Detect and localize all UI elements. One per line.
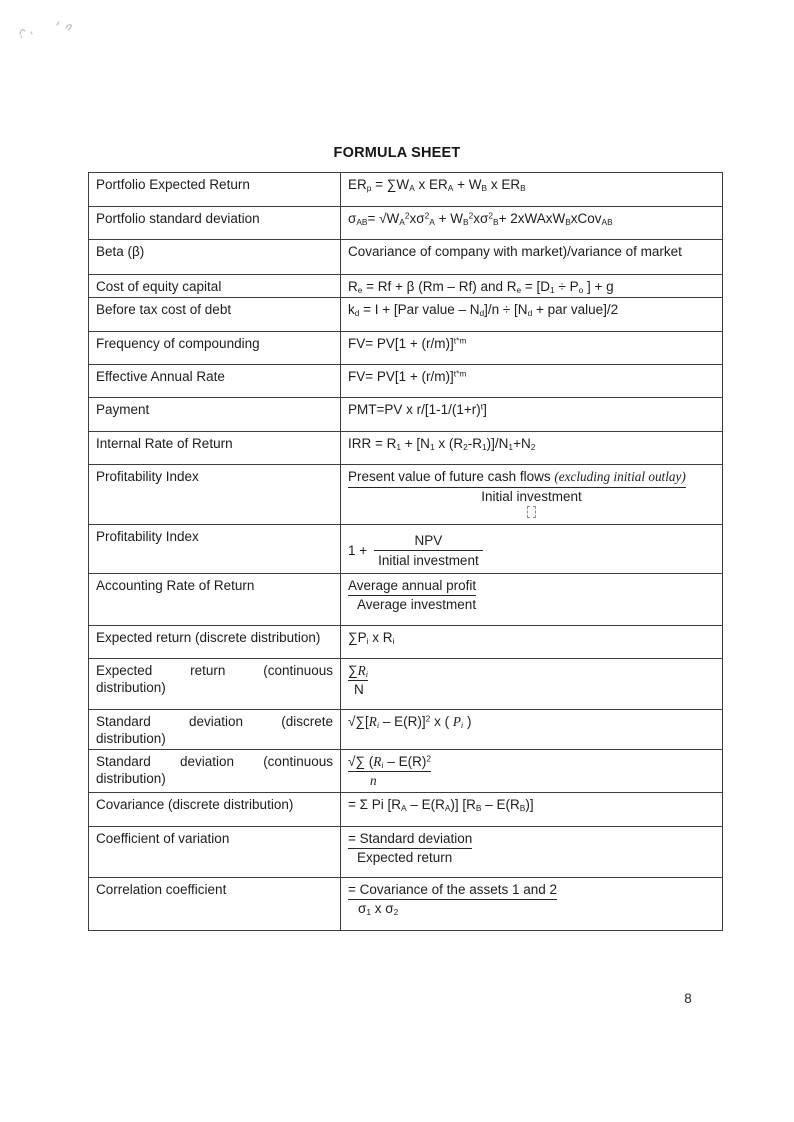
table-row [89, 398, 723, 432]
formula-table-body [89, 173, 723, 931]
formula-term-label: Covariance (discrete distribution) [89, 793, 341, 827]
formula-expression: $\sum R_i$ N [341, 658, 723, 709]
table-row [89, 793, 723, 827]
table-row [89, 275, 723, 298]
formula-expression: $k_d = I + [Par$ value – $N_d]/n \div [N_d$ + par value]/2 [341, 298, 723, 332]
table-row [89, 432, 723, 465]
table-row [89, 827, 723, 878]
formula-expression: $R_e = Rf + \beta$ (Rm – Rf) and $R_e = [D_1 \div P_o$ ] + g [341, 275, 723, 298]
formula-term-label: Coefficient of variation [89, 827, 341, 878]
formula-expression: = Σ Pi $[R_A - E(R_A)]$ $[R_B - E(R_B)]$ [341, 793, 723, 827]
formula-expression: Average annual profit Average investment [341, 573, 723, 625]
formula-term-label: Profitability Index [89, 524, 341, 573]
table-row [89, 173, 723, 207]
formula-term-label: Portfolio standard deviation [89, 207, 341, 240]
formula-expression: IRR = $R_1 + [N_1$ x $(R_2-R_1)]/N_1+N_2$ [341, 432, 723, 465]
formula-term-label: Expected return (discrete distribution) [89, 625, 341, 658]
table-row [89, 365, 723, 398]
table-row [89, 298, 723, 332]
formula-expression: Covariance of company with market)/variance of market [341, 240, 723, 275]
formula-expression [341, 524, 723, 573]
formula-expression: $√\sum[R_i - E(R)]^2$ x ( $P_i$ ) [341, 709, 723, 749]
table-row [89, 658, 723, 709]
formula-term-label: Accounting Rate of Return [89, 573, 341, 625]
table-row [89, 240, 723, 275]
formula-term-label: Profitability Index [89, 465, 341, 525]
table-row [89, 749, 723, 792]
table-row [89, 332, 723, 365]
formula-term-label: Internal Rate of Return [89, 432, 341, 465]
formula-expression: Present value of future cash flows (excluding initial outlay) Initial investment [341, 465, 723, 525]
table-row [89, 524, 723, 573]
formula-table [88, 172, 723, 931]
formula-term-label: Standard deviation (discrete distribution) [89, 709, 341, 749]
fraction-expression: 1 + $\frac{\text{NPV}}{\text{Initial investment}}$ [348, 532, 483, 569]
pencil-marks-icon [14, 18, 78, 44]
table-row [89, 207, 723, 240]
formula-expression: = Standard deviation Expected return [341, 827, 723, 878]
formula-term-label: Beta (β) [89, 240, 341, 275]
formula-expression: $ER_p = \sum W_A$ x $ER_A + W_B$ x $ER_B$ [341, 173, 723, 207]
formula-term-label: Expected return (continuous distribution) [89, 658, 341, 709]
formula-term-label: Payment [89, 398, 341, 432]
formula-expression: PMT=PV x $r/[1-1/(1+r)^t]$ [341, 398, 723, 432]
formula-expression: $\sigma_{AB}= √W_A^2x\sigma^2_A + W_B^2x\sigma^2_B+$ 2xWAxW$_B$xCov$_{AB}$ [341, 207, 723, 240]
table-row [89, 573, 723, 625]
table-row [89, 465, 723, 525]
formula-term-label: Cost of equity capital [89, 275, 341, 298]
formula-term-label: Before tax cost of debt [89, 298, 341, 332]
formula-expression: $\sum P_i$ x $R_i$ [341, 625, 723, 658]
formula-term-label: Standard deviation (continuous distribution) [89, 749, 341, 792]
formula-expression: $FV= PV[1 + (r/m)]^{t*m}$ [341, 332, 723, 365]
table-row [89, 625, 723, 658]
page-number: 8 [684, 991, 692, 1006]
page-title: FORMULA SHEET [333, 145, 461, 161]
formula-term-label: Portfolio Expected Return [89, 173, 341, 207]
table-row [89, 709, 723, 749]
missing-character-box-icon [527, 506, 536, 518]
formula-expression: = Covariance of the assets 1 and 2 $\sigma_1$ x $\sigma_2$ [341, 878, 723, 931]
formula-expression: √∑ ($R_i - E(R)^2$ n [341, 749, 723, 792]
formula-expression: $FV= PV[1 + (r/m)]^{t*m}$ [341, 365, 723, 398]
formula-term-label: Correlation coefficient [89, 878, 341, 931]
table-row [89, 878, 723, 931]
formula-term-label: Frequency of compounding [89, 332, 341, 365]
formula-term-label: Effective Annual Rate [89, 365, 341, 398]
